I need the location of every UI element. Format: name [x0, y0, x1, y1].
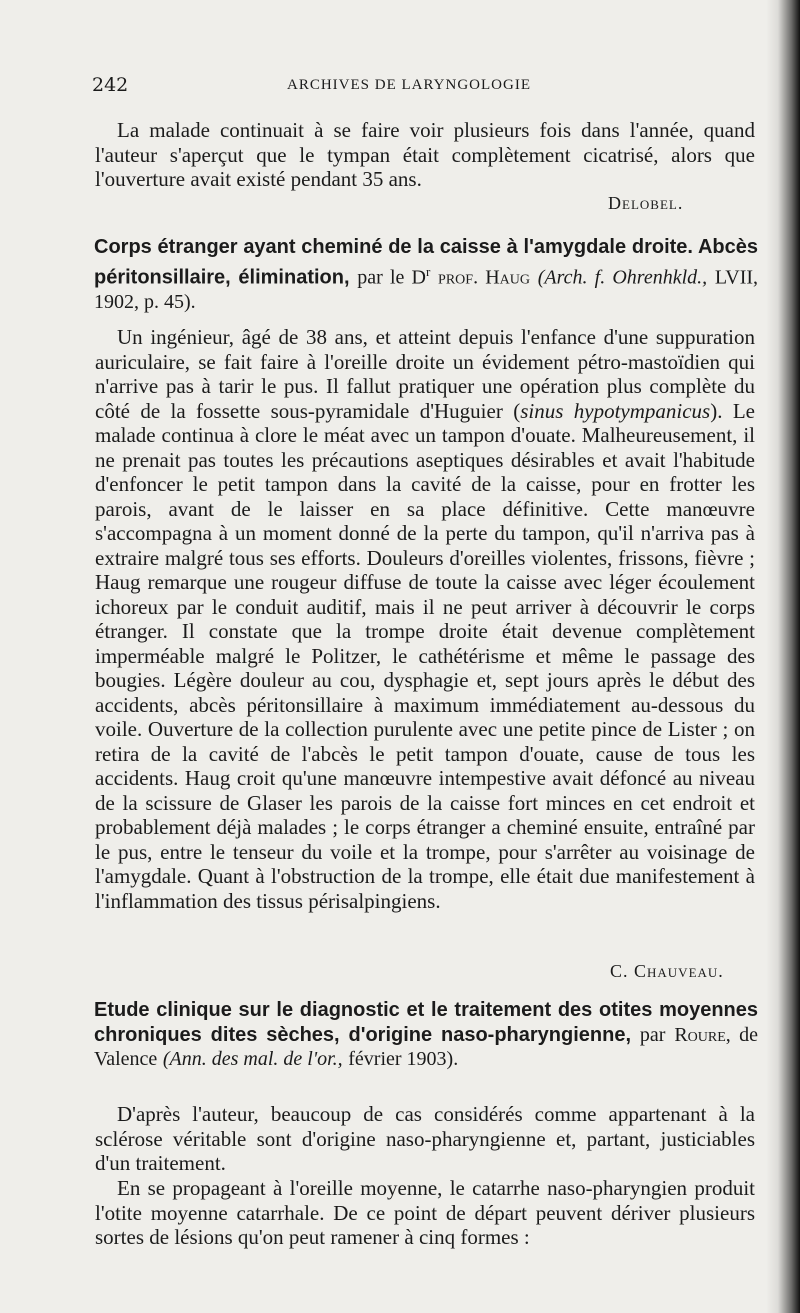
author-title-superscript: r	[425, 263, 431, 279]
article-journal: (Ann. des mal. de l'or.,	[162, 1048, 343, 1070]
article-author-place: , de Valence	[94, 1023, 758, 1070]
article-author-prefix: par	[639, 1023, 666, 1046]
article-body-2-p2: En se propageant à l'oreille moyenne, le catarrhe naso-pharyngien produit l'otite moyenne catarrhale. De ce point de départ peuvent dériver plusieurs sortes de lésions qu'on peut ramener à cinq formes :	[95, 1176, 755, 1249]
body-text-b: ). Le malade continua à clore le méat avec un tampon d'ouate. Malheureusement, il ne prenait pas toutes les précautions aseptiques désirables et avait l'habitude d'enfoncer le petit tampon dans la cavité de la caisse, pour en frotter les parois, avant de le laisser en sa place définitive. Cette manœuvre s'accompagna à un moment donné de la perte du tampon, qu'il n'arriva pas à extraire malgré tous ses efforts. Douleurs d'oreilles violentes, frissons, fièvre ; Haug remarque une rougeur diffuse de toute la caisse avec léger écoulement ichoreux par le conduit auditif, mais il ne peut arriver à découvrir le corps étranger. Il constate que la trompe droite était devenue complètement imperméable malgré le Politzer, le cathétérisme et même le passage des bougies. Légère douleur au cou, dysphagie et, sept jours après le début des accidents, abcès péritonsillaire à maximum immédiatement au-dessous du voile. Ouverture de la collection purulente avec une petite pince de Lister ; on retira de la cavité de l'abcès le petit tampon d'ouate, cause de tous les accidents. Haug croit qu'une manœuvre intempestive avait défoncé au niveau de la scissure de Glaser les parois de la caisse fort minces en cet endroit et probablement déjà malades ; le corps étranger a cheminé ensuite, entraîné par le pus, entre le tenseur du voile et la trompe, pour s'arrêter au voisinage de l'amygdale. Quant à l'obstruction de la trompe, elle était due manifestement à l'inflammation des tissus périsalpingiens.	[95, 398, 755, 913]
article-body-2-p1: D'après l'auteur, beaucoup de cas considérés comme appartenant à la sclérose véritable sont d'origine naso-pharyngienne et, partant, justiciables d'un traitement.	[95, 1102, 755, 1175]
body-italic-term: sinus hypotympanicus	[520, 398, 711, 423]
intro-paragraph: La malade continuait à se faire voir plusieurs fois dans l'année, quand l'auteur s'aperçut que le tympan était complètement cicatrisé, alors que l'ouverture avait existé pendant 35 ans.	[95, 118, 755, 191]
article-title-text: Etude clinique sur le diagnostic et le traitement des otites moyennes chroniques dites sèches, d'origine naso-pharyngienne,	[94, 999, 758, 1046]
article-journal: (Arch. f. Ohrenhkld.,	[537, 266, 708, 289]
article-title-2	[94, 998, 758, 1072]
body-text-a: Un ingénieur, âgé de 38 ans, et atteint depuis l'enfance d'une suppuration auriculaire, se fait faire à l'oreille droite un évidement pétro-mastoïdien qui n'arrive pas à tarir le pus. Il fallut pratiquer une opération plus complète du côté de la fossette sous-pyramidale d'Huguier (	[95, 325, 755, 423]
article-title-text: Corps étranger ayant cheminé de la caisse à l'amygdale droite. Abcès péritonsillaire, élimination,	[94, 236, 758, 289]
page-number: 242	[92, 74, 129, 96]
article-author: Roure	[674, 1023, 726, 1046]
page-header	[92, 74, 744, 100]
article-title-1	[94, 235, 758, 314]
binding-shadow	[766, 0, 800, 1313]
article-source: LVII, 1902, p. 45).	[94, 266, 759, 313]
article-author-prefix: par le D	[357, 266, 426, 289]
article-author: prof. Haug	[438, 266, 530, 289]
signature-chauveau: C. Chauveau.	[610, 961, 724, 981]
running-title: ARCHIVES DE LARYNGOLOGIE	[287, 77, 531, 93]
signature-delobel: Delobel.	[608, 193, 684, 213]
article-source: février 1903).	[348, 1048, 459, 1070]
article-body-1	[95, 325, 755, 913]
